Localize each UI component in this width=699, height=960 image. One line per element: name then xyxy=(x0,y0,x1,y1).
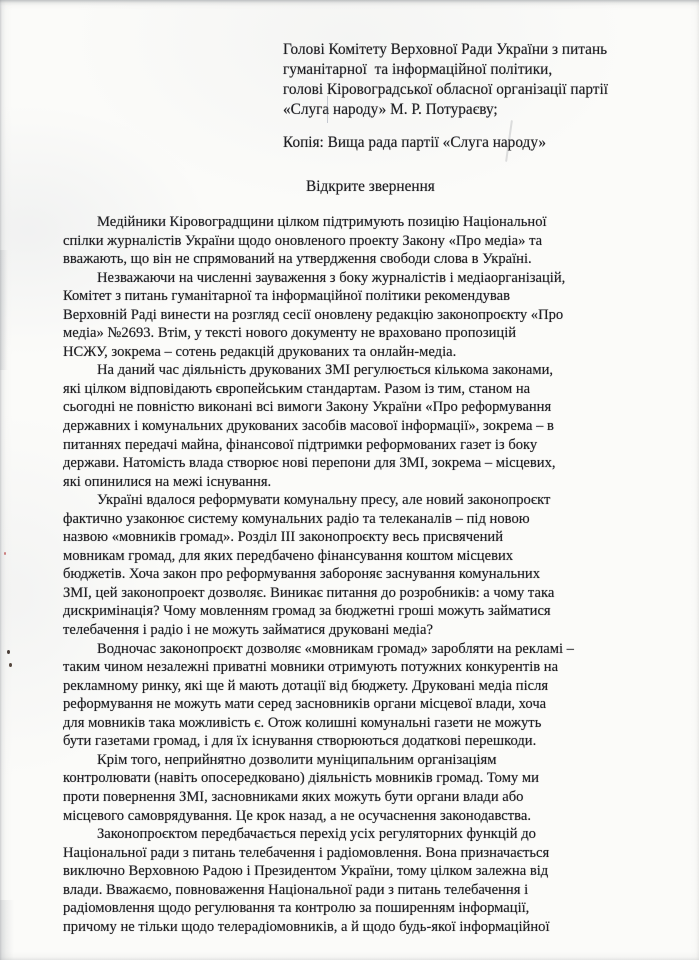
body-line: проти повернення ЗМІ, засновниками яких можуть бути органи влади або xyxy=(63,788,524,805)
recipient-line: «Слуга народу» М. Р. Потураєву; xyxy=(283,101,498,118)
body-line: спілки журналістів України щодо оновленого проекту Закону «Про медіа» та xyxy=(63,232,543,249)
body-line: Верховній Раді винести на розгляд сесії оновлену редакцію законопроєкту «Про xyxy=(63,306,564,323)
body-line: Крім того, неприйнятно дозволити муніципальним організаціям xyxy=(97,751,497,768)
document-title: Відкрите звернення xyxy=(306,178,435,195)
recipient-line: голові Кіровоградської обласної організації партії xyxy=(283,81,608,98)
body-line: держави. Натомість влада створює нові перепони для ЗМІ, зокрема – місцевих, xyxy=(63,455,556,472)
body-line: Україні вдалося реформувати комунальну пресу, але новий законопроєкт xyxy=(97,492,551,509)
body-line: Законопроєктом передбачається перехід усіх регуляторних функцій до xyxy=(97,826,536,843)
body-line: бути газетами громад, і для їх існування створюються додаткові перешкоди. xyxy=(63,733,537,750)
copy-line: Копія: Вища рада партії «Слуга народу» xyxy=(283,134,546,151)
recipient-line: Голові Комітету Верховної Ради України з питань xyxy=(283,41,608,58)
body-line: які опинилися на межі існування. xyxy=(63,473,272,490)
recipient-block xyxy=(283,40,608,120)
body-line: назвою «мовників громад». Розділ ІІІ законопроєкту весь присвячений xyxy=(63,529,504,546)
body-line: влади. Вважаємо, повноваження Національної ради з питань телебачення і xyxy=(63,881,529,898)
body-line: які цілком відповідають європейським стандартам. Разом із тим, станом на xyxy=(63,380,531,397)
paper-crease xyxy=(327,96,328,123)
ink-speck xyxy=(9,663,12,667)
body-line: Медійники Кіровоградщини цілком підтримують позицію Національної xyxy=(97,214,547,230)
body-line: державних і комунальних друкованих засобів масової інформації», зокрема – в xyxy=(63,418,554,435)
red-speck xyxy=(4,552,6,555)
body-line: фактично узаконює систему комунальних радіо та телеканалів – під новою xyxy=(63,510,530,527)
edge-smudge xyxy=(0,250,8,370)
body-line: виключно Верховною Радою і Президентом України, тому цілком залежна від xyxy=(63,863,549,880)
body-line: Національної ради з питань телебачення і радіомовлення. Вона призначається xyxy=(63,844,550,861)
edge-smudge xyxy=(0,900,14,960)
body-line: бюджетів. Хоча закон про реформування забороняє заснування комунальних xyxy=(63,566,541,583)
recipient-line: гуманітарної та інформаційної політики, xyxy=(283,61,553,78)
body-line: НСЖУ, зокрема – сотень редакцій друкованих та онлайн-медіа. xyxy=(63,343,457,360)
body-line: для мовників така можливість є. Отож колишні комунальні газети не можуть xyxy=(63,714,542,731)
ink-speck xyxy=(7,650,10,654)
body-line: Комітет з питань гуманітарної та інформаційної політики рекомендував xyxy=(63,288,510,305)
body-line: питаннях передачі майна, фінансової підтримки реформованих газет із боку xyxy=(63,436,538,453)
body-line: Незважаючи на численні зауваження з боку журналістів і медіаорганізацій, xyxy=(97,269,566,286)
body-line: ЗМІ, цей законопроект дозволяє. Виникає питання до розробників: а чому така xyxy=(63,584,555,601)
body-line: На даний час діяльність друкованих ЗМІ регулюється кількома законами, xyxy=(97,362,554,379)
body-line: причому не тільки щодо телерадіомовників, а й щодо будь-якої інформаційної xyxy=(63,918,550,935)
body-line: Водночас законопроєкт дозволяє «мовникам громад» заробляти на рекламі – xyxy=(97,640,574,657)
body-line: радіомовлення щодо регулювання та контролю за поширенням інформації, xyxy=(63,900,530,917)
body-line: дискримінація? Чому мовленням громад за бюджетні гроші можуть займатися xyxy=(63,603,551,620)
body-line: вважають, що він не спрямований на утвердження свободи слова в Україні. xyxy=(63,251,532,268)
body-line: реформування не можуть мати серед засновників органи місцевої влади, хоча xyxy=(63,696,547,713)
body-paragraphs xyxy=(63,213,623,936)
body-line: таким чином незалежні приватні мовники отримують потужних конкурентів на xyxy=(63,659,559,676)
body-line: рекламному ринку, які ще й мають дотації від бюджету. Друковані медіа після xyxy=(63,677,549,694)
body-line: медіа» №2693. Втім, у тексті нового документу не враховано пропозицій xyxy=(63,325,517,342)
body-line: місцевого самоврядування. Це крок назад, а не осучаснення законодавства. xyxy=(63,807,531,824)
body-line: сьогодні не повністю виконані всі вимоги Закону України «Про реформування xyxy=(63,399,552,416)
body-line: телебачення і радіо і не можуть займатися друковані медіа? xyxy=(63,622,433,639)
body-line: мовникам громад, для яких передбачено фінансування коштом місцевих xyxy=(63,547,514,564)
body-line: контролювати (навіть опосередковано) діяльність мовників громад. Тому ми xyxy=(63,770,539,787)
